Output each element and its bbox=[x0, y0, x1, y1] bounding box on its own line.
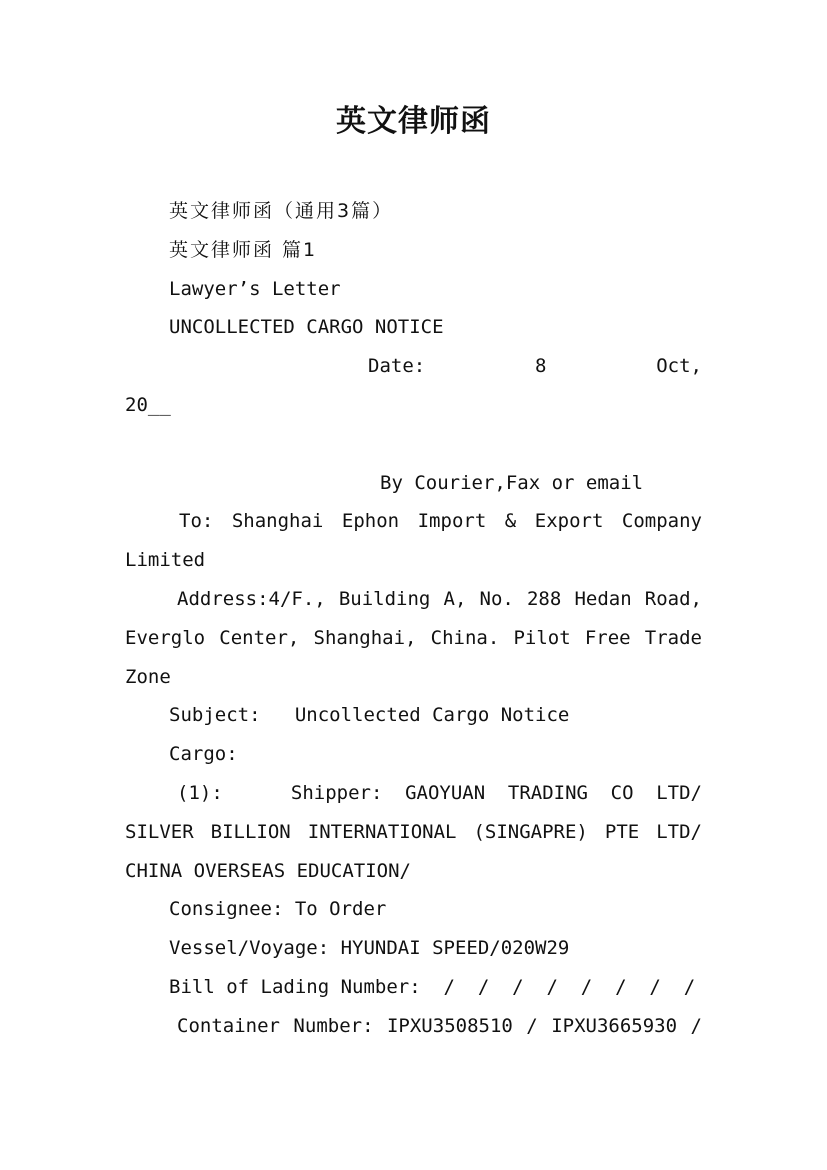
document-body bbox=[125, 192, 714, 1046]
date-day: 8 bbox=[534, 355, 547, 378]
consignee-line: Consignee: To Order bbox=[169, 898, 387, 921]
shipper-line: (1): Shipper: GAOYUAN TRADING CO LTD/ SILVER BILLION INTERNATIONAL (SINGAPRE) PTE LTD/ CHINA OVERSEAS EDUCATION/ bbox=[125, 781, 714, 882]
bill-of-lading-line: Bill of Lading Number: / / / / / / / / bbox=[169, 975, 696, 998]
subject-line: Subject: Uncollected Cargo Notice bbox=[169, 704, 570, 727]
address-line: Address:4/F., Building A, No. 288 Hedan Road, Everglo Center, Shanghai, China. Pilot Free Trade Zone bbox=[125, 587, 702, 688]
part-heading: 英文律师函 篇1 bbox=[169, 238, 318, 261]
letter-type: Lawyer’s Letter bbox=[169, 277, 341, 300]
recipient-line: To: Shanghai Ephon Import & Export Company Limited bbox=[125, 510, 702, 572]
blank-line bbox=[125, 425, 702, 464]
container-line: Container Number: IPXU3508510 / IPXU3665930 / bbox=[177, 1014, 702, 1037]
date-month: Oct, bbox=[656, 355, 702, 378]
date-year: 20__ bbox=[125, 393, 171, 416]
collection-heading: 英文律师函（通用3篇） bbox=[169, 200, 394, 222]
vessel-line: Vessel/Voyage: HYUNDAI SPEED/020W29 bbox=[169, 937, 570, 960]
delivery-method: By Courier,Fax or email bbox=[380, 471, 644, 494]
document-title: 英文律师函 bbox=[336, 104, 491, 139]
cargo-label: Cargo: bbox=[169, 743, 238, 766]
date-label: Date: bbox=[368, 355, 426, 378]
notice-title: UNCOLLECTED CARGO NOTICE bbox=[169, 316, 444, 339]
date-line bbox=[125, 347, 702, 386]
